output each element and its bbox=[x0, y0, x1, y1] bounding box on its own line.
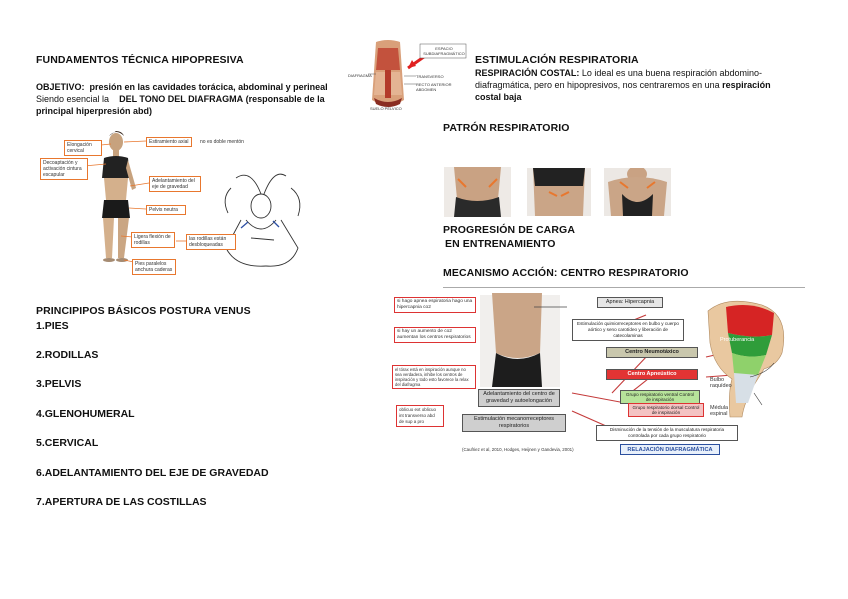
label-espacio: ESPACIO SUBDIAFRAGMÁTICO bbox=[423, 46, 465, 56]
note-apnea: si hago apnea espiratoria hago una hipercapnia co2 bbox=[394, 297, 476, 313]
objective-label: OBJETIVO: bbox=[36, 82, 85, 92]
note-inspiracion: el tórax está en inspiración aunque no sea verdadera, inhibe los centros de inspiración y todo esto favorece la relax del diafragma bbox=[392, 365, 476, 389]
objective-block bbox=[36, 81, 346, 117]
costal-text3: costal baja bbox=[475, 92, 522, 102]
mechanism-diagram bbox=[392, 293, 802, 463]
label-medula: Médula espinal bbox=[710, 405, 729, 417]
anatomy-figure bbox=[348, 40, 468, 112]
left-title: FUNDAMENTOS TÉCNICA HIPOPRESIVA bbox=[36, 54, 244, 66]
label-rodillas: las rodillas están desbloqueadas bbox=[186, 234, 236, 250]
label-pies: Pies paralelos anchura caderas bbox=[132, 259, 176, 275]
divider bbox=[443, 287, 805, 288]
mechanism-title: MECANISMO ACCIÓN: CENTRO RESPIRATORIO bbox=[443, 267, 689, 279]
label-elongacion: Elongación cervical bbox=[64, 140, 102, 156]
box-estimulacion-quimio: Estimulación quimiorreceptores en bulbo y cuerpo aórtico y seno carotídeo y liberación de catecolaminas bbox=[572, 319, 684, 341]
objective-line2-b: DEL TONO DEL DIAFRAGMA bbox=[119, 94, 244, 104]
principle-1: 1.PIES bbox=[36, 320, 69, 332]
progression-line1: PROGRESIÓN DE CARGA bbox=[443, 224, 575, 236]
label-transverso: TRANSVERSO bbox=[416, 74, 444, 79]
label-mention: no es doble mentón bbox=[200, 139, 244, 145]
objective-line2-a: Siendo esencial la bbox=[36, 94, 110, 104]
box-grupo-ventral: Grupo respiratorio ventral Control de inspiración bbox=[620, 390, 700, 404]
label-protuberancia: Protuberancia bbox=[720, 337, 755, 343]
right-title: ESTIMULACIÓN RESPIRATORIA bbox=[475, 54, 639, 66]
label-recto: RECTO ANTERIOR ABDOMEN bbox=[416, 82, 452, 92]
principles-title: PRINCIPIPOS BÁSICOS POSTURA VENUS bbox=[36, 305, 251, 317]
label-flexion: Ligera flexión de rodillas bbox=[131, 232, 175, 248]
objective-text: presión en las cavidades torácica, abdominal y perineal bbox=[89, 82, 328, 92]
principle-4: 4.GLENOHUMERAL bbox=[36, 408, 135, 420]
pattern-title: PATRÓN RESPIRATORIO bbox=[443, 122, 570, 134]
breathing-photo-2 bbox=[527, 168, 591, 216]
progression-line2: EN ENTRENAMIENTO bbox=[445, 238, 556, 250]
box-grupo-dorsal: Grupo respiratorio dorsal Control de inspiración bbox=[628, 403, 704, 417]
principle-5: 5.CERVICAL bbox=[36, 437, 99, 449]
box-apnea: Apnea: Hipercapnia bbox=[597, 297, 663, 308]
breathing-photo-3 bbox=[604, 168, 671, 216]
principle-6: 6.ADELANTAMIENTO DEL EJE DE GRAVEDAD bbox=[36, 467, 269, 479]
costal-text2a: diafragmática, pero en hipopresivos, nos centraremos en una bbox=[475, 80, 720, 90]
box-estimulacion-mecano: Estimulación mecanorreceptores respiratorios bbox=[462, 414, 566, 432]
box-disminucion: Disminución de la tensión de la musculatura respiratoria controlada por cada grupo respiratorio bbox=[596, 425, 738, 441]
costal-text2b: respiración bbox=[722, 80, 771, 90]
label-suelo: SUELO PÉLVICO bbox=[370, 106, 402, 111]
note-co2: si hay un aumento de co2 aumentan los centros respiratorios bbox=[394, 327, 476, 343]
citation: (Caufriez et al, 2010, Hodges, Heijnen y Gandevia, 2001) bbox=[462, 447, 574, 452]
label-estiramiento: Estiramiento axial bbox=[146, 137, 192, 147]
label-diafragma: DIAFRAGMA bbox=[348, 73, 372, 78]
objective-line2-c: (responsable de la bbox=[245, 94, 325, 104]
box-adelantamiento: Adelantamiento del centro de gravedad y autoelongación bbox=[478, 389, 560, 407]
breathing-photo-1 bbox=[444, 167, 511, 217]
label-bulbo: Bulbo raquídeo bbox=[710, 377, 732, 389]
principle-3: 3.PELVIS bbox=[36, 378, 82, 390]
box-relajacion: RELAJACIÓN DIAFRAGMÁTICA bbox=[620, 444, 720, 455]
note-oblicuo: oblicuo ext oblicuo int transverso abd de sup a pro bbox=[396, 405, 444, 427]
costal-label: RESPIRACIÓN COSTAL: bbox=[475, 68, 580, 78]
box-centro-apneustico: Centro Apneústico bbox=[606, 369, 698, 380]
label-adelantamiento: Adelantamiento del eje de gravedad bbox=[149, 176, 201, 192]
costal-block bbox=[475, 67, 805, 103]
costal-text1: Lo ideal es una buena respiración abdomino- bbox=[581, 68, 762, 78]
principle-7: 7.APERTURA DE LAS COSTILLAS bbox=[36, 496, 207, 508]
posture-figure bbox=[36, 128, 306, 278]
principle-2: 2.RODILLAS bbox=[36, 349, 99, 361]
label-pelvis: Pelvis neutra bbox=[146, 205, 186, 215]
box-centro-neumotaxico: Centro Neumotáxico bbox=[606, 347, 698, 358]
label-decoaptacion: Decoaptación y activación cintura escapular bbox=[40, 158, 88, 180]
objective-line3: principal hiperpresión abd) bbox=[36, 106, 153, 116]
